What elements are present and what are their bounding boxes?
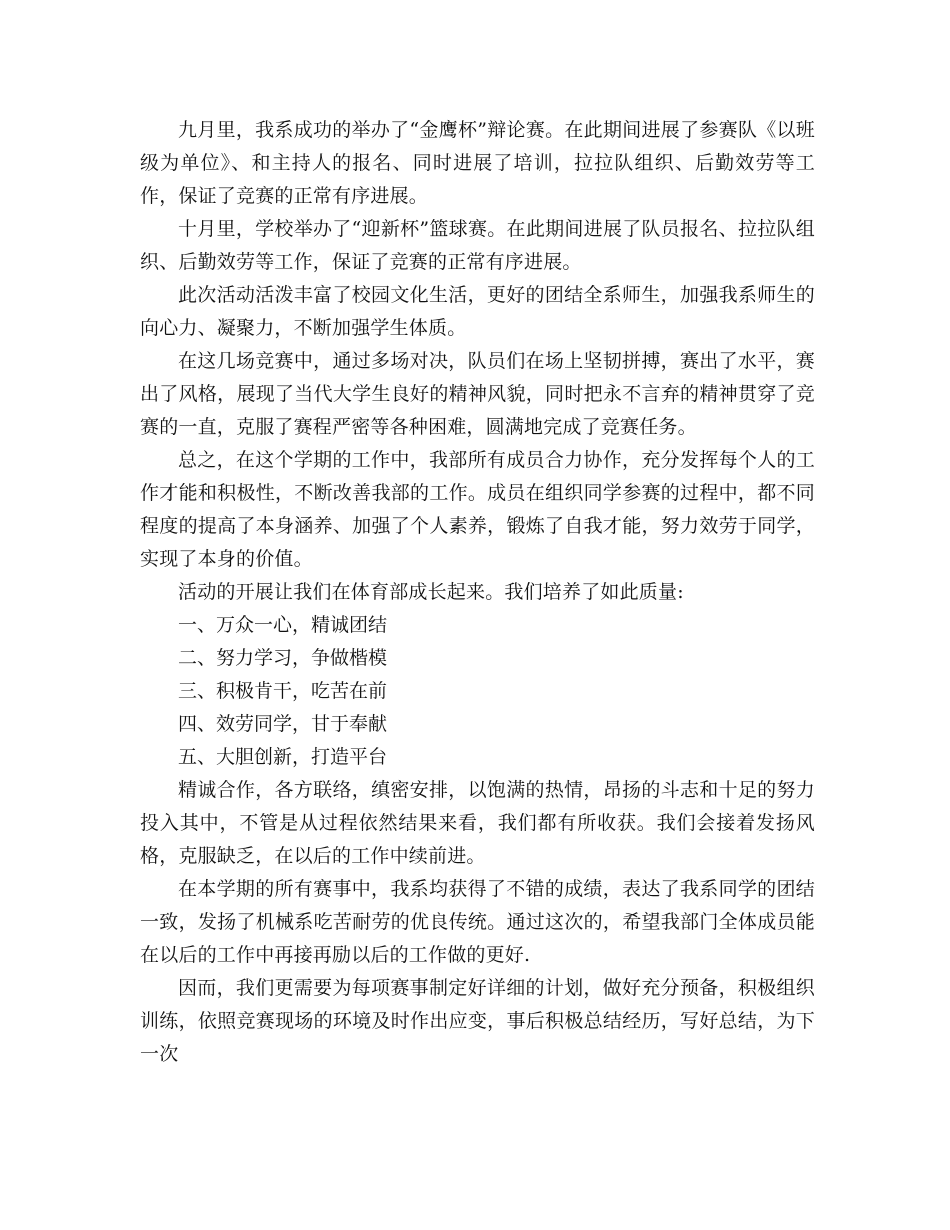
list-item-4: 四、效劳同学，甘于奉献: [178, 713, 388, 735]
list-item-5: 五、大胆创新，打造平台: [178, 746, 388, 768]
list-item-2: 二、努力学习，争做楷模: [178, 647, 388, 669]
document-body: [140, 114, 815, 1071]
paragraph-achievements: 在本学期的所有赛事中，我系均获得了不错的成绩，表达了我系同学的团结一致，发扬了机械系吃苦耐劳的优良传统。通过这次的，希望我部门全体成员能在以后的工作中再接再励以后的工作做的更好.: [140, 878, 815, 966]
paragraph-qualities-intro: 活动的开展让我们在体育部成长起来。我们培养了如此质量:: [178, 581, 684, 603]
paragraph-golden-eagle-debate: 九月里，我系成功的举办了“金鹰杯”辩论赛。在此期间进展了参赛队《以班级为单位》、和主持人的报名、同时进展了培训，拉拉队组织、后勤效劳等工作，保证了竞赛的正常有序进展。: [140, 119, 815, 207]
list-item-3: 三、积极肯干，吃苦在前: [178, 680, 388, 702]
paragraph-cooperation: 精诚合作，各方联络，缜密安排，以饱满的热情，昂扬的斗志和十足的努力投入其中，不管是从过程依然结果来看，我们都有所收获。我们会接着发扬风格，克服缺乏，在以后的工作中续前进。: [140, 779, 815, 867]
paragraph-campus-culture: 此次活动活泼丰富了校园文化生活，更好的团结全系师生，加强我系师生的向心力、凝聚力，不断加强学生体质。: [140, 284, 815, 339]
paragraph-semester-summary: 总之，在这个学期的工作中，我部所有成员合力协作，充分发挥每个人的工作才能和积极性，不断改善我部的工作。成员在组织同学参赛的过程中，都不同程度的提高了本身涵养、加强了个人素养，锻炼了自我才能，努力效劳于同学，实现了本身的价值。: [140, 449, 815, 570]
paragraph-planning: 因而，我们更需要为每项赛事制定好详细的计划，做好充分预备，积极组织训练，依照竞赛现场的环境及时作出应变，事后积极总结经历，写好总结，为下一次: [140, 977, 815, 1065]
paragraph-competition-spirit: 在这几场竞赛中，通过多场对决，队员们在场上坚韧拼搏，赛出了水平，赛出了风格，展现了当代大学生良好的精神风貌，同时把永不言弃的精神贯穿了竞赛的一直，克服了赛程严密等各种困难，圆满地完成了竞赛任务。: [140, 350, 815, 438]
list-item-1: 一、万众一心，精诚团结: [178, 614, 388, 636]
paragraph-welcome-cup-basketball: 十月里，学校举办了“迎新杯”篮球赛。在此期间进展了队员报名、拉拉队组织、后勤效劳等工作，保证了竞赛的正常有序进展。: [140, 218, 815, 273]
